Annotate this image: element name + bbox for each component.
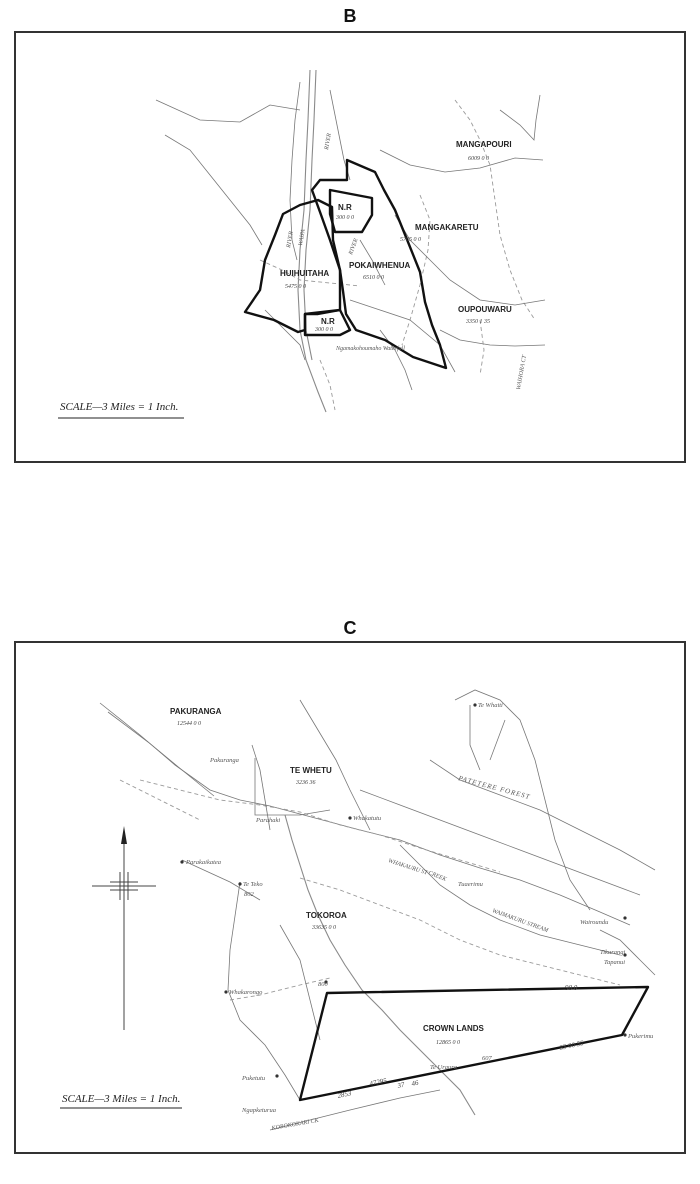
korokokari-ck-label: KOROKOKARI CK (271, 1117, 320, 1132)
bearing-3: 37 (396, 1080, 406, 1090)
figure-letter-b: B (343, 6, 357, 26)
patetere-forest-label: PATETERE FOREST (457, 774, 532, 802)
parahaki-label: Parahaki (256, 817, 281, 824)
te-whetu-area: 3236 36 (296, 780, 316, 786)
bearing-4: 46 (410, 1078, 420, 1088)
pakuranga-label: PAKURANGA (170, 707, 222, 716)
ngapketurua-label: Ngapketurua (242, 1107, 276, 1114)
pokaiwhenua-label: POKAIWHENUA (349, 261, 411, 270)
map-c-streams (100, 690, 655, 1130)
huihuitaha-label: HUIHUITAHA (280, 269, 330, 278)
waterfall-label: Ngamakohoumaho Waterfall (336, 346, 405, 352)
puketutu-label: Puketutu (242, 1075, 266, 1082)
tokoroa-area: 33635 0 0 (312, 925, 336, 931)
mangakaretu-label: MANGAKARETU (415, 223, 479, 232)
huihuitaha-area: 5475 0 0 (285, 284, 306, 290)
crown-lands-label: CROWN LANDS (423, 1024, 484, 1033)
pakuranga-village-label: Pakuranga (210, 757, 239, 764)
map-c-scale-text: SCALE—3 Miles = 1 Inch. (62, 1093, 181, 1105)
whakarongo-label: Whakarongo (229, 989, 263, 996)
nr-lower-label: N.R (321, 317, 335, 326)
mangapouri-label: MANGAPOURI (456, 140, 512, 149)
compass-arrow (92, 826, 156, 1030)
whakauru-st-label: WHAKAURU ST (387, 858, 429, 877)
te-whaiti-label: Te Whaiti (478, 702, 503, 709)
waihora-label: WAIHORA CT (516, 354, 529, 391)
tuaerimu-label: Tuaerimu (458, 881, 483, 888)
pakuranga-area: 12544 0 0 (177, 721, 201, 727)
mangapouri-area: 6009 0 0 (468, 156, 489, 162)
waipa-label: WAIPA (298, 228, 307, 247)
te-teko-label: Te Teko (243, 881, 263, 888)
bearing-6: 90 0 (565, 984, 578, 992)
river-label-b: RIVER (324, 132, 333, 151)
bearing-1: 47295 (368, 1076, 388, 1088)
te-whetu-label: TE WHETU (290, 766, 332, 775)
height-800-label: 800 (318, 981, 328, 988)
te-teko-height: 802 (244, 891, 254, 898)
height-607-label: 607 (482, 1055, 492, 1062)
crown-lands-boundary (300, 987, 648, 1100)
creek-label: CREEK (427, 870, 448, 883)
nr-upper-area: 300 0 0 (336, 215, 354, 221)
crown-lands-area: 12865 0 0 (436, 1040, 460, 1046)
waimakuru-stream-label: WAIMAKURU STREAM (491, 908, 549, 935)
bearing-5: 33 00 55 (558, 1039, 585, 1052)
parakaikatea-label: Parakaikatea (186, 859, 222, 866)
wairoundu-label: Wairoundu (580, 919, 609, 926)
whakatutu-label: Whakatutu (353, 815, 382, 822)
river-label-c: RIVER (348, 237, 360, 256)
oupouwaru-area: 3350 1 35 (466, 319, 490, 325)
bearing-2: 2853 (336, 1089, 353, 1100)
te-uraura-label: Te Uraura (430, 1064, 458, 1071)
nr-upper-label: N.R (338, 203, 352, 212)
figure-letter-c: C (343, 618, 357, 638)
mangakaretu-area: 5705 0 0 (400, 237, 421, 243)
tikurangi-label: Tikurangi (600, 949, 626, 956)
tokoroa-label: TOKOROA (306, 911, 347, 920)
pukerimu-label: Pukerimu (628, 1033, 654, 1040)
tapanui-label: Tapanui (604, 959, 626, 966)
oupouwaru-label: OUPOUWARU (458, 305, 512, 314)
river-label-a: RIVER (286, 230, 295, 249)
map-b-scale-text: SCALE—3 Miles = 1 Inch. (60, 401, 179, 413)
pokaiwhenua-area: 6510 0 0 (363, 275, 384, 281)
nr-lower-area: 300 0 0 (315, 327, 333, 333)
